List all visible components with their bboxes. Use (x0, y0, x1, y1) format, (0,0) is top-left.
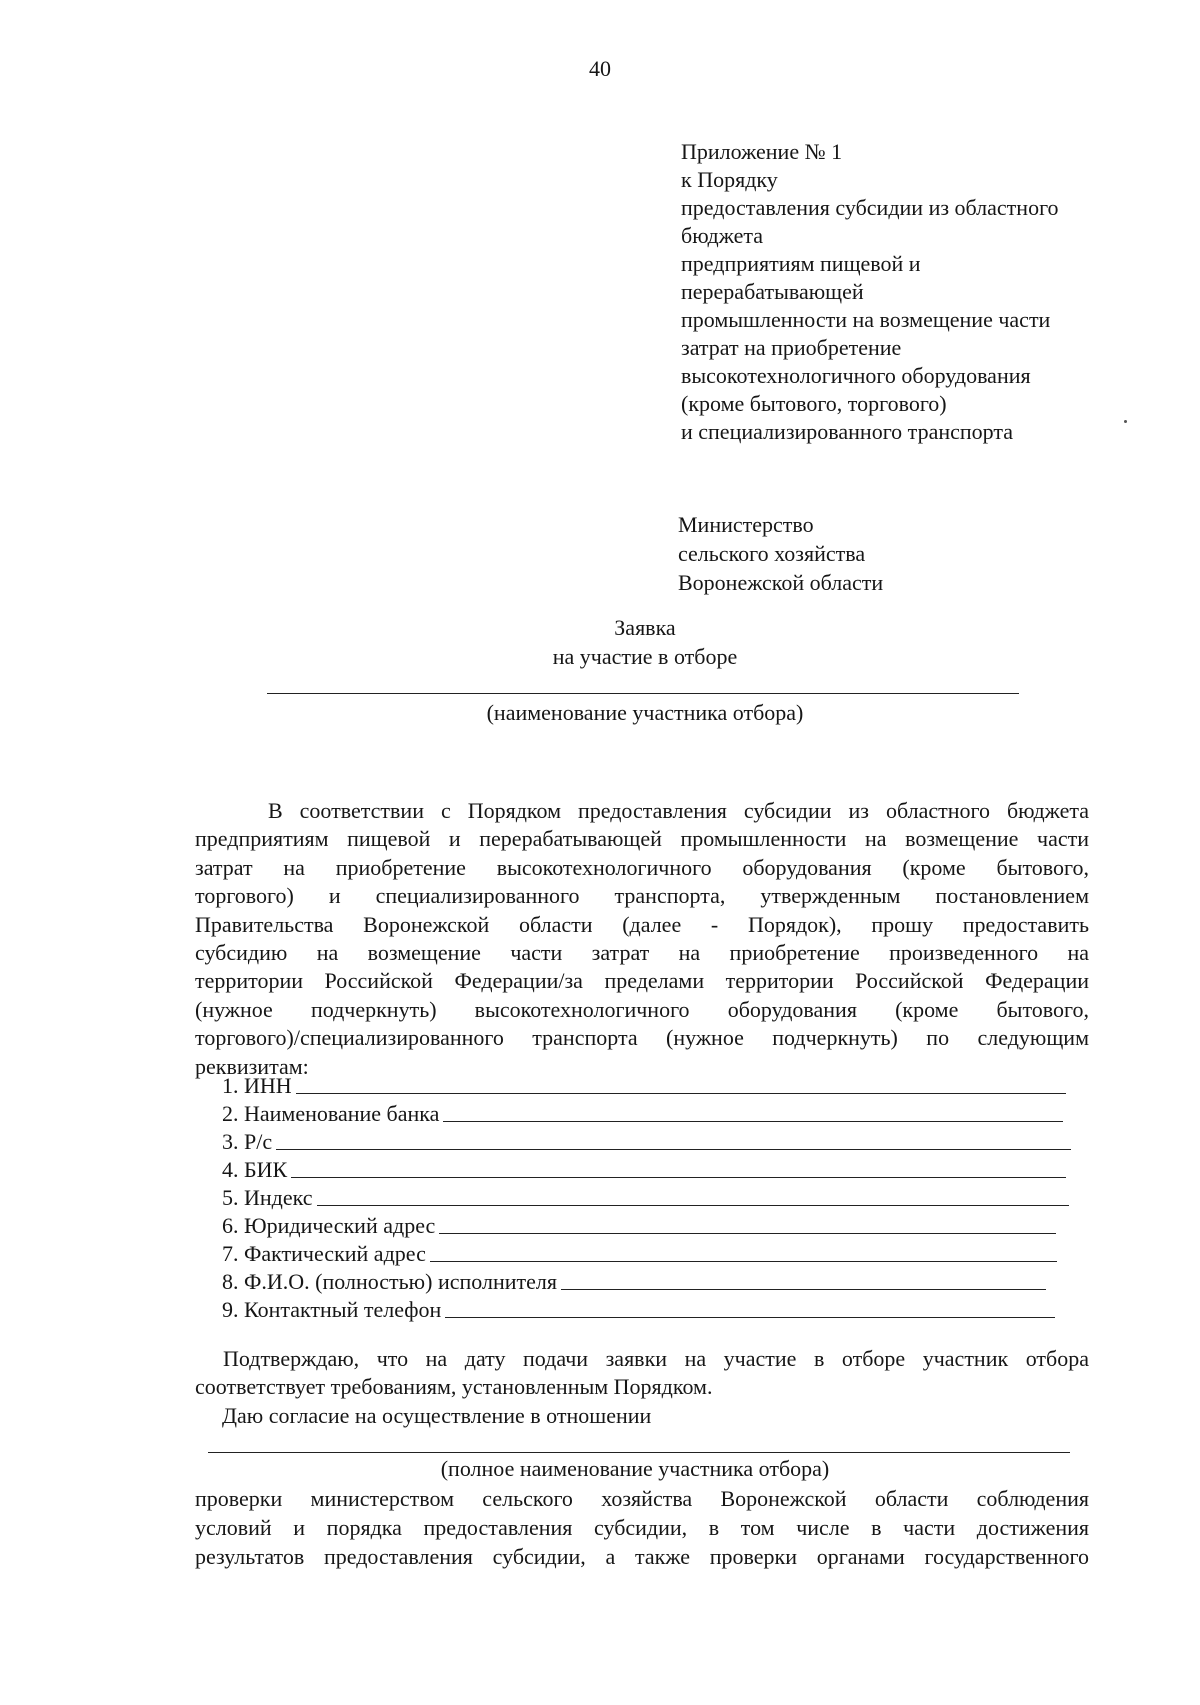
phone-blank[interactable] (445, 1317, 1055, 1318)
actual-address-blank[interactable] (430, 1261, 1057, 1262)
body-line: затрат на приобретение высокотехнологичного оборудования (кроме бытового, (195, 854, 1089, 880)
appendix-line: (кроме бытового, торгового) (681, 391, 947, 416)
field-label: 6. Юридический адрес (222, 1213, 436, 1238)
tail-line: проверки министерством сельского хозяйства Воронежской области соблюдения (195, 1486, 1089, 1511)
field-executor-name (222, 1267, 1071, 1295)
field-label: 5. Индекс (222, 1185, 313, 1210)
field-bik (222, 1155, 1071, 1183)
appendix-line: и специализированного транспорта (681, 419, 1013, 444)
appendix-line: к Порядку (681, 167, 778, 192)
application-body (195, 797, 1089, 1081)
addressee-line: сельского хозяйства (678, 541, 866, 566)
field-index (222, 1183, 1071, 1211)
document-title (0, 613, 1200, 671)
field-label: 4. БИК (222, 1157, 288, 1182)
field-phone (222, 1295, 1071, 1323)
field-label: 1. ИНН (222, 1073, 292, 1098)
appendix-line: предприятиям пищевой и (681, 251, 921, 276)
field-account (222, 1127, 1071, 1155)
bik-blank[interactable] (291, 1177, 1066, 1178)
account-blank[interactable] (276, 1149, 1071, 1150)
body-line: торгового) и специализированного транспорта, утвержденным постановлением (195, 883, 1089, 909)
participant-name-caption: (наименование участника отбора) (486, 700, 804, 725)
appendix-line: предоставления субсидии из областного (681, 195, 1059, 220)
participant-name-underline (267, 693, 1019, 694)
body-line: субсидию на возмещение части затрат на приобретение произведенного на (195, 940, 1089, 966)
inn-blank[interactable] (296, 1093, 1066, 1094)
appendix-line: бюджета (681, 223, 764, 248)
full-name-caption: (полное наименование участника отбора) (440, 1456, 830, 1481)
body-line: В соответствии с Порядком предоставления субсидии из областного бюджета (268, 798, 1089, 823)
appendix-line: затрат на приобретение (681, 335, 902, 360)
executor-name-blank[interactable] (561, 1289, 1046, 1290)
appendix-line: перерабатывающей (681, 279, 864, 304)
field-bank-name (222, 1099, 1071, 1127)
confirmation-paragraph (195, 1345, 1089, 1402)
tail-line: результатов предоставления субсидии, а также проверки органами государственного (195, 1544, 1089, 1569)
confirm-line-1: Подтверждаю, что на дату подачи заявки на участие в отборе участник отбора (223, 1346, 1089, 1371)
title-line-2: на участие в отборе (552, 644, 738, 669)
field-inn (222, 1071, 1071, 1099)
appendix-line: Приложение № 1 (681, 139, 843, 164)
field-actual-address (222, 1239, 1071, 1267)
addressee-block (678, 510, 883, 597)
body-line: предприятиям пищевой и перерабатывающей промышленности на возмещение части (195, 826, 1089, 852)
body-line: (нужное подчеркнуть) высокотехнологичного оборудования (кроме бытового, (195, 996, 1089, 1022)
field-label: 9. Контактный телефон (222, 1297, 442, 1322)
legal-address-blank[interactable] (439, 1233, 1056, 1234)
field-label: 7. Фактический адрес (222, 1241, 426, 1266)
addressee-line: Министерство (678, 512, 814, 537)
body-line: территории Российской Федерации/за пределами территории Российской Федерации (195, 968, 1089, 994)
full-name-underline (208, 1452, 1070, 1453)
tail-paragraph (195, 1484, 1089, 1571)
appendix-header (681, 138, 1059, 446)
field-legal-address (222, 1211, 1071, 1239)
body-line: Правительства Воронежской области (далее - Порядок), прошу предоставить (195, 911, 1089, 937)
field-label: 8. Ф.И.О. (полностью) исполнителя (222, 1269, 557, 1294)
field-label: 3. Р/с (222, 1129, 273, 1154)
body-line: реквизитам: (195, 1053, 309, 1079)
requisites-list (222, 1071, 1071, 1323)
scan-speck (1124, 420, 1127, 423)
consent-text: Даю согласие на осуществление в отношении (222, 1403, 652, 1428)
appendix-line: промышленности на возмещение части (681, 307, 1051, 332)
bank-name-blank[interactable] (443, 1121, 1063, 1122)
body-line: торгового)/специализированного транспорта (нужное подчеркнуть) по следующим (195, 1025, 1089, 1051)
field-label: 2. Наименование банка (222, 1101, 440, 1126)
page-number: 40 (589, 56, 611, 81)
index-blank[interactable] (317, 1205, 1069, 1206)
tail-line: условий и порядка предоставления субсидии, в том числе в части достижения (195, 1515, 1089, 1540)
addressee-line: Воронежской области (678, 570, 884, 595)
title-line-1: Заявка (614, 615, 676, 640)
confirm-line-2: соответствует требованиям, установленным Порядком. (195, 1374, 713, 1400)
appendix-line: высокотехнологичного оборудования (681, 363, 1031, 388)
